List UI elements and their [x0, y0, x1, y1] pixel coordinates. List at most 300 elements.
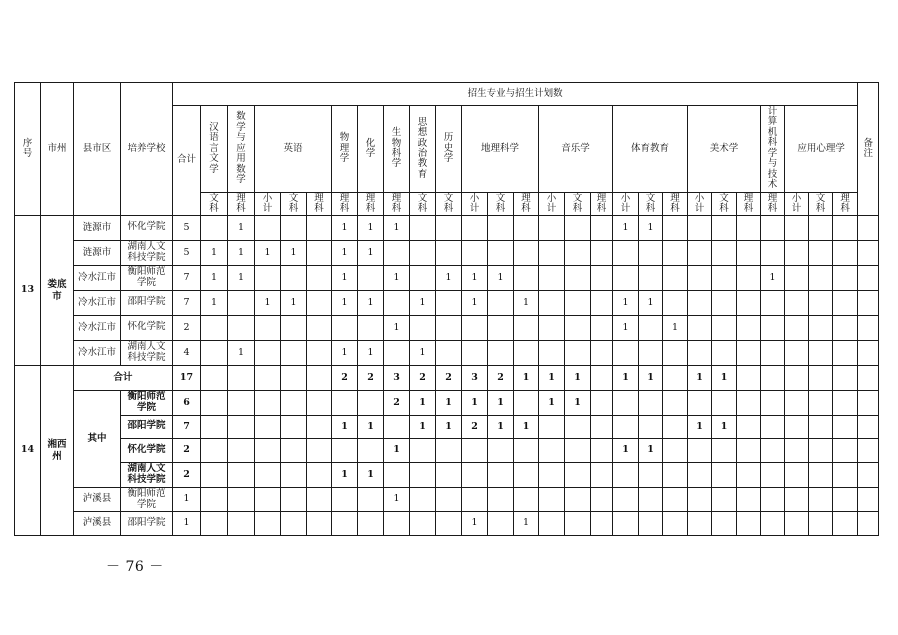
plan-count-cell: 1	[688, 366, 712, 391]
plan-count-cell	[833, 216, 858, 241]
plan-count-cell: 2	[436, 366, 462, 391]
plan-count-cell	[591, 266, 613, 291]
plan-count-cell	[712, 463, 737, 488]
plan-count-cell	[565, 291, 591, 316]
plan-count-cell	[332, 316, 358, 341]
plan-count-cell	[761, 439, 785, 463]
header-sub-arts	[809, 193, 833, 216]
plan-count-cell	[514, 488, 539, 512]
row-total-cell: 1	[173, 488, 201, 512]
row-total-cell: 4	[173, 341, 201, 366]
subtotal-label: 合计	[74, 366, 173, 391]
plan-count-cell	[255, 266, 281, 291]
enrollment-plan-table	[14, 82, 879, 536]
school-name: 湖南人文科技学院	[127, 241, 166, 263]
plan-count-cell	[436, 439, 462, 463]
header-sub-arts	[565, 193, 591, 216]
sub-label: 理科	[840, 192, 850, 214]
plan-count-cell: 1	[488, 416, 514, 439]
plan-count-cell	[565, 341, 591, 366]
plan-count-cell	[384, 416, 410, 439]
plan-count-cell: 1	[410, 416, 436, 439]
plan-count-cell	[307, 366, 332, 391]
plan-count-cell	[201, 416, 228, 439]
plan-count-cell	[639, 463, 663, 488]
header-sub-science	[737, 193, 761, 216]
table-row	[15, 512, 879, 536]
table-row	[15, 241, 879, 266]
remark-cell	[858, 439, 879, 463]
header-major-chemistry	[358, 106, 384, 193]
sub-label: 理科	[339, 192, 350, 214]
plan-count-cell: 1	[565, 366, 591, 391]
plan-count-cell	[833, 266, 858, 291]
plan-count-cell	[358, 488, 384, 512]
plan-count-cell	[488, 512, 514, 536]
plan-count-cell	[436, 241, 462, 266]
plan-count-cell: 1	[201, 291, 228, 316]
plan-count-cell	[462, 216, 488, 241]
plan-count-cell	[591, 216, 613, 241]
plan-count-cell: 2	[358, 366, 384, 391]
sub-label: 理科	[743, 192, 754, 214]
plan-count-cell: 1	[228, 341, 255, 366]
plan-count-cell: 1	[514, 416, 539, 439]
county-cell: 泸溪县	[74, 512, 121, 536]
plan-count-cell	[201, 366, 228, 391]
plan-count-cell	[201, 391, 228, 416]
plan-count-cell	[539, 266, 565, 291]
plan-count-cell: 1	[410, 291, 436, 316]
row-total-cell: 6	[173, 391, 201, 416]
plan-count-cell	[591, 463, 613, 488]
plan-count-cell	[833, 341, 858, 366]
plan-count-cell	[809, 316, 833, 341]
plan-count-cell	[201, 512, 228, 536]
header-sub-science	[591, 193, 613, 216]
plan-count-cell	[228, 366, 255, 391]
plan-count-cell	[488, 216, 514, 241]
plan-count-cell	[565, 488, 591, 512]
sub-label: 理科	[365, 192, 376, 214]
plan-count-cell	[688, 512, 712, 536]
plan-count-cell: 1	[462, 512, 488, 536]
plan-count-cell	[591, 488, 613, 512]
school-name: 邵阳学院	[127, 516, 166, 528]
plan-count-cell	[281, 341, 307, 366]
plan-count-cell	[761, 216, 785, 241]
plan-count-cell	[737, 463, 761, 488]
plan-count-cell: 1	[663, 316, 688, 341]
plan-count-cell	[514, 439, 539, 463]
header-sub-subtotal	[613, 193, 639, 216]
plan-count-cell	[737, 488, 761, 512]
plan-count-cell	[539, 463, 565, 488]
plan-count-cell	[539, 488, 565, 512]
plan-count-cell	[663, 291, 688, 316]
plan-count-cell: 1	[281, 241, 307, 266]
plan-count-cell	[785, 463, 809, 488]
plan-count-cell	[663, 488, 688, 512]
plan-count-cell	[436, 512, 462, 536]
plan-count-cell	[462, 463, 488, 488]
sub-label: 小计	[262, 192, 273, 214]
plan-count-cell: 1	[332, 416, 358, 439]
row-total-cell: 5	[173, 241, 201, 266]
plan-count-cell	[833, 512, 858, 536]
plan-count-cell: 1	[436, 416, 462, 439]
plan-count-cell	[358, 316, 384, 341]
header-major-politics	[410, 106, 436, 193]
plan-count-cell	[410, 463, 436, 488]
plan-count-cell	[761, 291, 785, 316]
plan-count-cell	[436, 463, 462, 488]
header-sub-science	[358, 193, 384, 216]
plan-count-cell: 1	[332, 291, 358, 316]
school-name: 衡阳师范学院	[127, 391, 166, 413]
sub-label: 理科	[236, 192, 246, 214]
plan-count-cell: 1	[639, 216, 663, 241]
plan-count-cell	[737, 291, 761, 316]
county-cell: 冷水江市	[74, 291, 121, 316]
plan-count-cell	[565, 512, 591, 536]
remark-cell	[858, 216, 879, 241]
plan-count-cell	[384, 291, 410, 316]
plan-count-cell	[712, 341, 737, 366]
header-sub-subtotal	[255, 193, 281, 216]
plan-count-cell	[565, 416, 591, 439]
plan-count-cell	[761, 241, 785, 266]
plan-count-cell	[436, 341, 462, 366]
plan-count-cell	[307, 316, 332, 341]
plan-count-cell	[809, 266, 833, 291]
plan-count-cell	[712, 512, 737, 536]
plan-count-cell	[639, 266, 663, 291]
table-row	[15, 291, 879, 316]
row-total-cell: 7	[173, 266, 201, 291]
plan-count-cell	[255, 366, 281, 391]
plan-count-cell	[639, 316, 663, 341]
school-cell	[121, 488, 173, 512]
plan-count-cell	[307, 216, 332, 241]
plan-count-cell	[761, 416, 785, 439]
subtotal-row	[15, 366, 879, 391]
table-body	[15, 216, 879, 536]
plan-count-cell	[539, 216, 565, 241]
remark-cell	[858, 391, 879, 416]
plan-count-cell: 1	[384, 216, 410, 241]
sub-label: 小计	[791, 192, 802, 214]
plan-count-cell	[613, 266, 639, 291]
school-cell	[121, 266, 173, 291]
table-row	[15, 316, 879, 341]
sub-label: 小计	[546, 192, 557, 214]
header-major-biology	[384, 106, 410, 193]
city-cell	[41, 216, 74, 366]
plan-count-cell: 3	[462, 366, 488, 391]
sub-label: 文科	[417, 192, 428, 214]
plan-count-cell	[514, 216, 539, 241]
plan-count-cell: 1	[358, 341, 384, 366]
sub-label: 文科	[495, 192, 506, 214]
plan-count-cell: 1	[201, 241, 228, 266]
header-sub-subtotal	[462, 193, 488, 216]
plan-count-cell	[737, 391, 761, 416]
header-city: 市州	[41, 83, 74, 216]
plan-count-cell	[639, 488, 663, 512]
plan-count-cell	[228, 391, 255, 416]
plan-count-cell	[737, 341, 761, 366]
plan-count-cell	[663, 439, 688, 463]
header-major-physics	[332, 106, 358, 193]
plan-count-cell: 1	[228, 241, 255, 266]
breakdown-row	[15, 463, 879, 488]
header-county: 县市区	[74, 83, 121, 216]
header-major-pe: 体育教育	[613, 106, 688, 193]
major-label: 物理学	[339, 132, 350, 165]
plan-count-cell	[833, 391, 858, 416]
sub-label: 文科	[645, 192, 656, 214]
plan-count-cell	[281, 512, 307, 536]
plan-count-cell: 1	[488, 266, 514, 291]
table-row	[15, 216, 879, 241]
plan-count-cell: 1	[228, 266, 255, 291]
plan-count-cell: 1	[384, 439, 410, 463]
plan-count-cell	[591, 416, 613, 439]
plan-count-cell	[358, 266, 384, 291]
plan-count-cell	[488, 439, 514, 463]
major-label: 思想政治教育	[417, 116, 428, 180]
plan-count-cell	[613, 488, 639, 512]
city-name: 湘西州	[47, 439, 67, 462]
plan-count-cell	[462, 316, 488, 341]
plan-count-cell	[688, 439, 712, 463]
school-cell	[121, 241, 173, 266]
plan-count-cell: 1	[228, 216, 255, 241]
plan-count-cell	[737, 266, 761, 291]
header-sub-arts	[201, 193, 228, 216]
plan-count-cell	[307, 439, 332, 463]
plan-count-cell	[514, 316, 539, 341]
plan-count-cell	[462, 241, 488, 266]
header-sub-arts	[712, 193, 737, 216]
table-row	[15, 488, 879, 512]
plan-count-cell	[737, 241, 761, 266]
table-row	[15, 341, 879, 366]
school-name: 衡阳师范学院	[127, 266, 166, 288]
plan-count-cell	[688, 216, 712, 241]
plan-count-cell	[332, 512, 358, 536]
plan-count-cell	[514, 241, 539, 266]
plan-count-cell	[688, 291, 712, 316]
school-cell	[121, 216, 173, 241]
plan-count-cell	[201, 488, 228, 512]
plan-count-cell	[809, 512, 833, 536]
plan-count-cell	[591, 291, 613, 316]
plan-count-cell	[591, 316, 613, 341]
plan-count-cell: 1	[332, 463, 358, 488]
plan-count-cell	[809, 463, 833, 488]
plan-count-cell	[539, 512, 565, 536]
breakdown-row	[15, 439, 879, 463]
plan-count-cell: 1	[462, 391, 488, 416]
seq-cell: 14	[15, 366, 41, 536]
plan-count-cell	[663, 463, 688, 488]
plan-count-cell	[539, 316, 565, 341]
plan-count-cell	[833, 488, 858, 512]
plan-count-cell: 1	[358, 463, 384, 488]
plan-count-cell	[488, 463, 514, 488]
header-school: 培养学校	[121, 83, 173, 216]
header-sub-science	[332, 193, 358, 216]
plan-count-cell: 1	[410, 391, 436, 416]
school-cell	[121, 439, 173, 463]
plan-count-cell	[255, 439, 281, 463]
plan-count-cell: 3	[384, 366, 410, 391]
plan-count-cell	[591, 241, 613, 266]
plan-count-cell	[688, 391, 712, 416]
plan-count-cell: 1	[332, 216, 358, 241]
school-name: 怀化学院	[127, 321, 166, 333]
plan-count-cell	[761, 341, 785, 366]
sub-label: 理科	[314, 192, 324, 214]
plan-count-cell: 1	[539, 391, 565, 416]
plan-count-cell	[565, 439, 591, 463]
remark-cell	[858, 291, 879, 316]
plan-count-cell	[639, 391, 663, 416]
plan-count-cell	[281, 391, 307, 416]
plan-count-cell: 1	[358, 416, 384, 439]
county-cell: 冷水江市	[74, 266, 121, 291]
remark-cell	[858, 366, 879, 391]
plan-count-cell	[613, 391, 639, 416]
plan-count-cell	[785, 241, 809, 266]
plan-count-cell	[201, 316, 228, 341]
plan-count-cell	[809, 439, 833, 463]
plan-count-cell	[462, 341, 488, 366]
header-sub-science	[761, 193, 785, 216]
plan-count-cell	[785, 266, 809, 291]
remark-cell	[858, 341, 879, 366]
plan-count-cell	[539, 241, 565, 266]
remark-cell	[858, 266, 879, 291]
plan-count-cell	[761, 512, 785, 536]
plan-count-cell	[514, 266, 539, 291]
plan-count-cell	[712, 241, 737, 266]
sub-label: 理科	[521, 192, 531, 214]
county-cell: 冷水江市	[74, 316, 121, 341]
plan-count-cell	[307, 416, 332, 439]
plan-count-cell	[307, 266, 332, 291]
remark-cell	[858, 316, 879, 341]
plan-count-cell: 1	[201, 266, 228, 291]
plan-count-cell	[539, 291, 565, 316]
plan-count-cell	[591, 512, 613, 536]
header-remark	[858, 83, 879, 216]
sub-label: 小计	[469, 192, 480, 214]
plan-count-cell	[785, 216, 809, 241]
plan-count-cell: 1	[565, 391, 591, 416]
sub-label: 文科	[443, 192, 454, 214]
plan-count-cell	[436, 316, 462, 341]
plan-count-cell	[228, 463, 255, 488]
plan-count-cell	[307, 463, 332, 488]
header-row-1	[15, 83, 879, 106]
header-sub-science	[833, 193, 858, 216]
plan-count-cell	[591, 341, 613, 366]
plan-count-cell: 1	[639, 291, 663, 316]
plan-count-cell	[712, 266, 737, 291]
plan-count-cell	[761, 488, 785, 512]
header-seq-label: 序号	[22, 137, 33, 159]
school-name: 邵阳学院	[127, 296, 166, 308]
row-total-cell: 2	[173, 316, 201, 341]
school-name: 怀化学院	[127, 221, 166, 233]
plan-count-cell	[410, 316, 436, 341]
plan-count-cell	[737, 216, 761, 241]
plan-count-cell	[688, 241, 712, 266]
plan-count-cell: 1	[639, 366, 663, 391]
plan-count-cell	[663, 366, 688, 391]
header-sub-arts	[639, 193, 663, 216]
school-cell	[121, 291, 173, 316]
plan-count-cell: 1	[358, 216, 384, 241]
header-major-geography: 地理科学	[462, 106, 539, 193]
plan-count-cell	[809, 366, 833, 391]
plan-count-cell	[228, 416, 255, 439]
plan-count-cell	[785, 512, 809, 536]
header-sub-subtotal	[539, 193, 565, 216]
city-name: 娄底市	[47, 279, 67, 302]
plan-count-cell	[833, 439, 858, 463]
county-cell: 涟源市	[74, 241, 121, 266]
breakdown-row	[15, 391, 879, 416]
plan-count-cell: 1	[410, 341, 436, 366]
school-cell	[121, 416, 173, 439]
plan-count-cell	[539, 416, 565, 439]
plan-count-cell	[712, 439, 737, 463]
plan-count-cell: 1	[712, 366, 737, 391]
plan-count-cell: 1	[688, 416, 712, 439]
plan-count-cell: 1	[332, 241, 358, 266]
plan-count-cell: 1	[613, 291, 639, 316]
plan-count-cell: 1	[514, 512, 539, 536]
remark-cell	[858, 416, 879, 439]
plan-count-cell	[410, 241, 436, 266]
plan-count-cell	[809, 416, 833, 439]
plan-count-cell	[539, 341, 565, 366]
sub-label: 小计	[694, 192, 705, 214]
plan-count-cell	[307, 241, 332, 266]
plan-count-cell	[332, 391, 358, 416]
plan-count-cell	[737, 439, 761, 463]
sub-label: 文科	[815, 192, 826, 214]
plan-count-cell	[565, 266, 591, 291]
plan-count-cell: 1	[613, 316, 639, 341]
plan-count-cell	[785, 391, 809, 416]
plan-count-cell: 2	[384, 391, 410, 416]
header-plan-title: 招生专业与招生计划数	[173, 83, 858, 106]
plan-count-cell	[384, 241, 410, 266]
plan-count-cell	[809, 488, 833, 512]
row-total-cell: 2	[173, 463, 201, 488]
plan-count-cell: 1	[514, 291, 539, 316]
sub-label: 文科	[288, 192, 299, 214]
plan-count-cell	[514, 341, 539, 366]
header-major-math	[228, 106, 255, 193]
plan-count-cell	[761, 316, 785, 341]
plan-count-cell	[785, 439, 809, 463]
